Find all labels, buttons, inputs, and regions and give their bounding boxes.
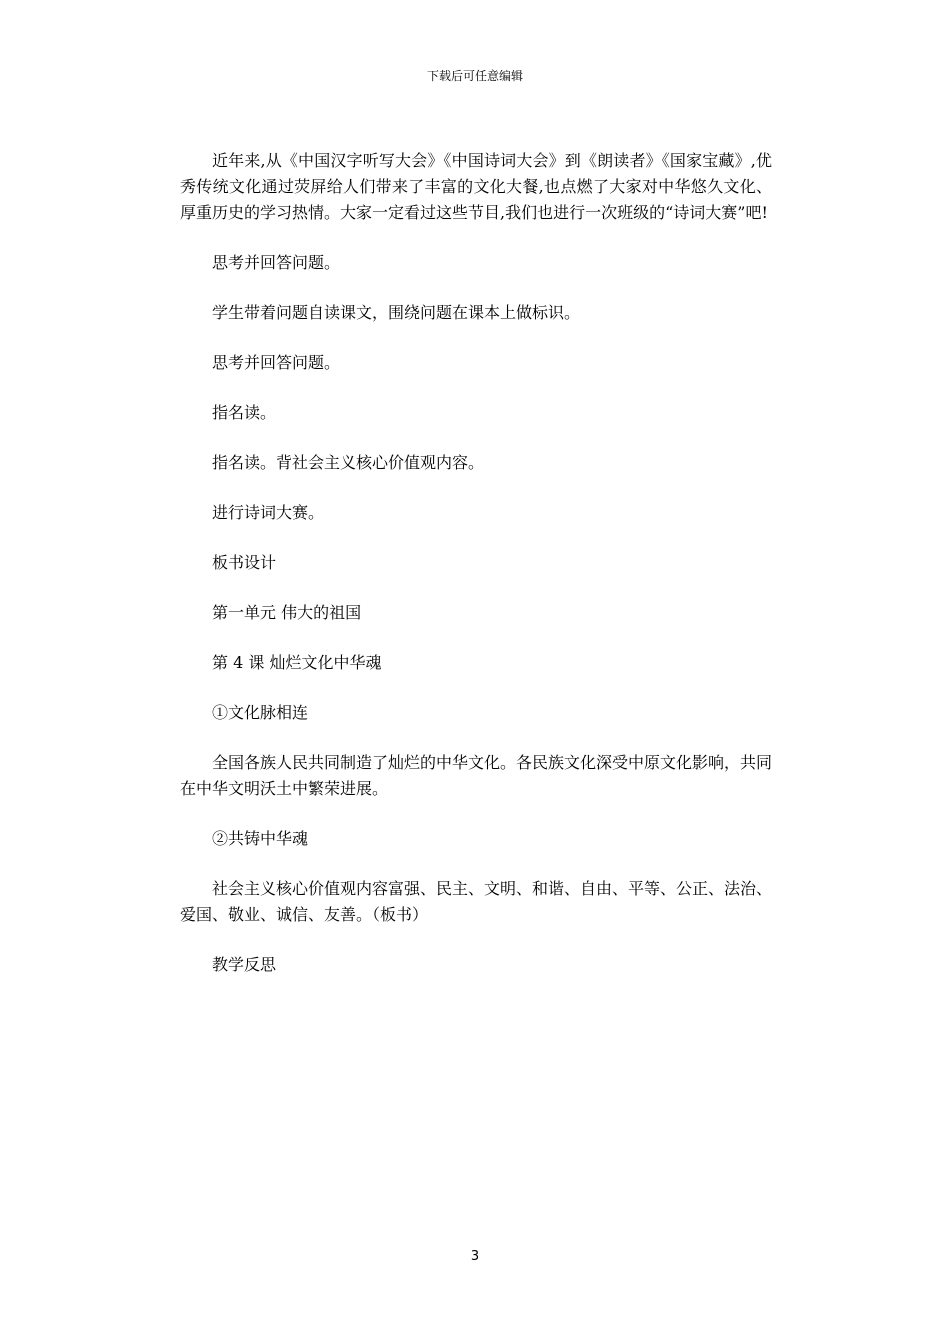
section-heading-teaching-reflection: 教学反思 (212, 955, 277, 974)
paragraph: 学生带着问题自读课文，围绕问题在课本上做标识。 (212, 303, 581, 322)
document-body (180, 148, 772, 1002)
paragraph-intro: 近年来,从《中国汉字听写大会》《中国诗词大会》到《朗读者》《国家宝藏》,优秀传统文化通过荧屏给人们带来了丰富的文化大餐,也点燃了大家对中华悠久文化、厚重历史的学习热情。大家一定看过这些节目,我们也进行一次班级的“诗词大赛”吧! (180, 151, 772, 222)
subheading-culture-connected: ①文化脉相连 (212, 703, 309, 722)
paragraph: 思考并回答问题。 (212, 353, 341, 372)
section-heading-board-design: 板书设计 (212, 553, 277, 572)
lesson-title: 第 4 课 灿烂文化中华魂 (212, 653, 382, 672)
paragraph: 思考并回答问题。 (212, 253, 341, 272)
paragraph: 全国各族人民共同制造了灿烂的中华文化。各民族文化深受中原文化影响，共同在中华文明沃土中繁荣进展。 (180, 753, 773, 798)
paragraph: 指名读。背社会主义核心价值观内容。 (212, 453, 485, 472)
paragraph: 进行诗词大赛。 (212, 503, 325, 522)
subheading-forge-soul: ②共铸中华魂 (212, 829, 309, 848)
page-number: 3 (470, 1249, 480, 1264)
paragraph: 社会主义核心价值观内容富强、民主、文明、和谐、自由、平等、公正、法治、爱国、敬业、诚信、友善。（板书） (180, 879, 773, 924)
unit-title: 第一单元 伟大的祖国 (212, 603, 362, 622)
paragraph: 指名读。 (212, 403, 277, 422)
page-header: 下载后可任意编辑 (426, 69, 523, 83)
